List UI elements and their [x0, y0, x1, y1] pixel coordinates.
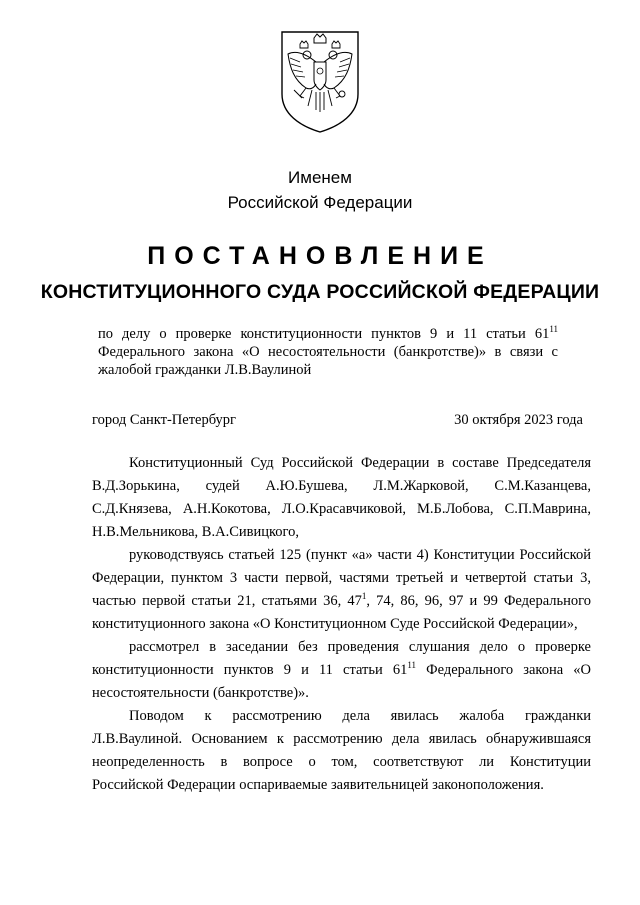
- body-line: частью первой статьи 21, статьями 36, $47^1$, 74, 86, 96, 97 и 99 Федерального: [92, 591, 591, 609]
- federation-line: Российской Федерации: [227, 193, 413, 212]
- place-of-issue: город Санкт-Петербург: [92, 412, 237, 428]
- body-line: Поводом к рассмотрению дела явилась жалоба гражданки: [129, 708, 591, 724]
- body-line: Федерации, пунктом 3 части первой, частями третьей и четвертой статьи 3,: [92, 570, 591, 586]
- paragraph-grounds: [92, 705, 591, 797]
- body-line: неопределенность в вопросе о том, соответствуют ли Конституции: [92, 754, 591, 770]
- in-the-name-line: Именем: [288, 168, 352, 187]
- document-type-title: ПОСТАНОВЛЕНИЕ: [147, 242, 493, 270]
- body-line: рассмотрел в заседании без проведения слушания дело о проверке: [129, 639, 591, 655]
- case-subject: [98, 325, 558, 379]
- paragraph-legal-basis: [92, 544, 591, 636]
- court-name-title: КОНСТИТУЦИОННОГО СУДА РОССИЙСКОЙ ФЕДЕРАЦИИ: [40, 281, 600, 303]
- body-line: Н.В.Мельникова, В.А.Сивицкого,: [92, 524, 300, 540]
- body-line: конституционности пунктов 9 и 11 статьи $61^{11}$ Федерального закона «О: [92, 660, 591, 678]
- paragraph-composition: [92, 452, 591, 544]
- case-subject-line-3: жалобой гражданки Л.В.Ваулиной: [98, 362, 312, 378]
- body-line: В.Д.Зорькина, судей А.Ю.Бушева, Л.М.Жарковой, С.М.Казанцева,: [92, 478, 591, 494]
- coat-of-arms-of-russia-icon: [276, 28, 364, 134]
- date-of-issue: 30 октября 2023 года: [454, 412, 583, 428]
- body-line: С.Д.Князева, А.Н.Кокотова, Л.О.Красавчиковой, М.Б.Лобова, С.П.Маврина,: [92, 501, 591, 517]
- body-line: Л.В.Ваулиной. Основанием к рассмотрению дела явилась обнаружившаяся: [92, 731, 591, 747]
- document-body: [92, 452, 591, 797]
- body-line: руководствуясь статьей 125 (пункт «а» части 4) Конституции Российской: [129, 547, 591, 563]
- case-subject-line-1: по делу о проверке конституционности пунктов 9 и 11 статьи $61^{11}$: [98, 324, 558, 342]
- case-subject-line-2: Федерального закона «О несостоятельности (банкротстве)» в связи с: [98, 344, 558, 360]
- body-line: Российской Федерации оспариваемые заявительницей законоположения.: [92, 777, 544, 793]
- body-line: конституционного закона «О Конституционном Суде Российской Федерации»,: [92, 616, 578, 632]
- body-line: несостоятельности (банкротстве)».: [92, 685, 309, 701]
- paragraph-considered: [92, 636, 591, 705]
- body-line: Конституционный Суд Российской Федерации в составе Председателя: [129, 455, 591, 471]
